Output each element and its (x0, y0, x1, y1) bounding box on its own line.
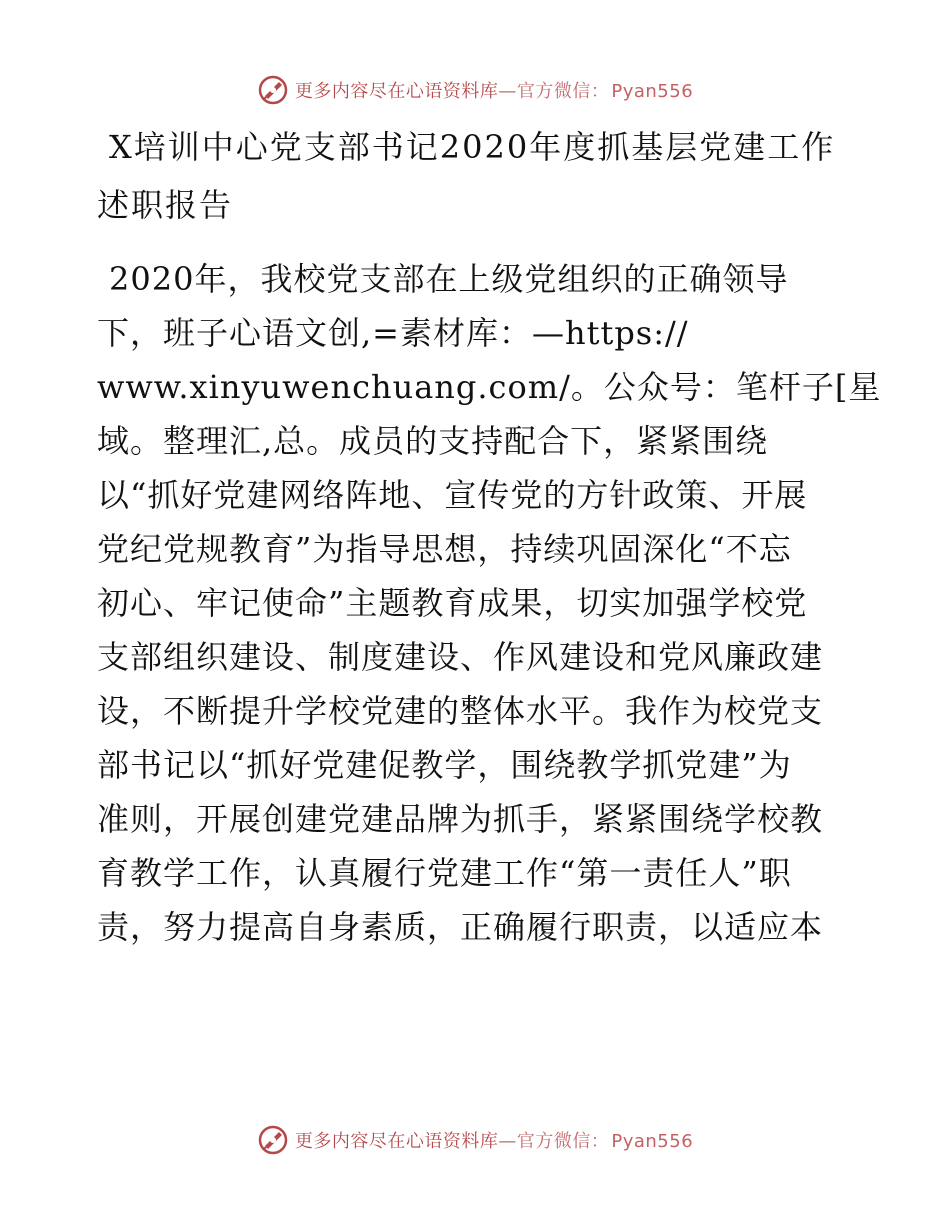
body-line: 准则，开展创建党建品牌为抓手，紧紧围绕学校教 (97, 800, 824, 838)
banner-official-label: —官方微信： (498, 81, 610, 102)
body-line: 支部组织建设、制度建设、作风建设和党风廉政建 (97, 638, 824, 676)
quill-seal-icon (257, 1124, 289, 1156)
banner-official-label: —官方微信： (498, 1131, 610, 1152)
body-line: 2020年，我校党支部在上级党组织的正确领导 (109, 260, 789, 298)
body-line: 以“抓好党建网络阵地、宣传党的方针政策、开展 (97, 476, 808, 514)
body-line: 设，不断提升学校党建的整体水平。我作为校党支 (97, 692, 824, 730)
document-body (97, 252, 882, 954)
body-line: 域。整理汇,总。成员的支持配合下，紧紧围绕 (97, 422, 769, 460)
body-line: 责，努力提高自身素质，正确履行职责，以适应本 (97, 908, 824, 946)
title-line-2: 述职报告 (97, 186, 234, 224)
title-line-1: X培训中心党支部书记2020年度抓基层党建工作 (109, 128, 836, 166)
document-title (97, 118, 857, 234)
body-line: www.xinyuwenchuang.com/。公众号：笔杆子[星 (97, 368, 882, 406)
footer-banner (0, 1120, 950, 1160)
body-line: 下，班子心语文创,=素材库：—https:// (97, 314, 689, 352)
quill-seal-icon (257, 74, 289, 106)
body-line: 党纪党规教育”为指导思想，持续巩固深化“不忘 (97, 530, 792, 568)
body-line: 部书记以“抓好党建促教学，围绕教学抓党建”为 (97, 746, 792, 784)
banner-wechat-id: Pyan556 (611, 1131, 694, 1152)
footer-banner-text (295, 1127, 693, 1153)
header-banner (0, 70, 950, 110)
body-line: 初心、牢记使命”主题教育成果，切实加强学校党 (97, 584, 808, 622)
header-banner-text (295, 77, 693, 103)
banner-wechat-id: Pyan556 (611, 81, 694, 102)
banner-main-text: 更多内容尽在心语资料库 (294, 1131, 499, 1152)
banner-main-text: 更多内容尽在心语资料库 (294, 81, 499, 102)
body-line: 育教学工作，认真履行党建工作“第一责任人”职 (97, 854, 792, 892)
